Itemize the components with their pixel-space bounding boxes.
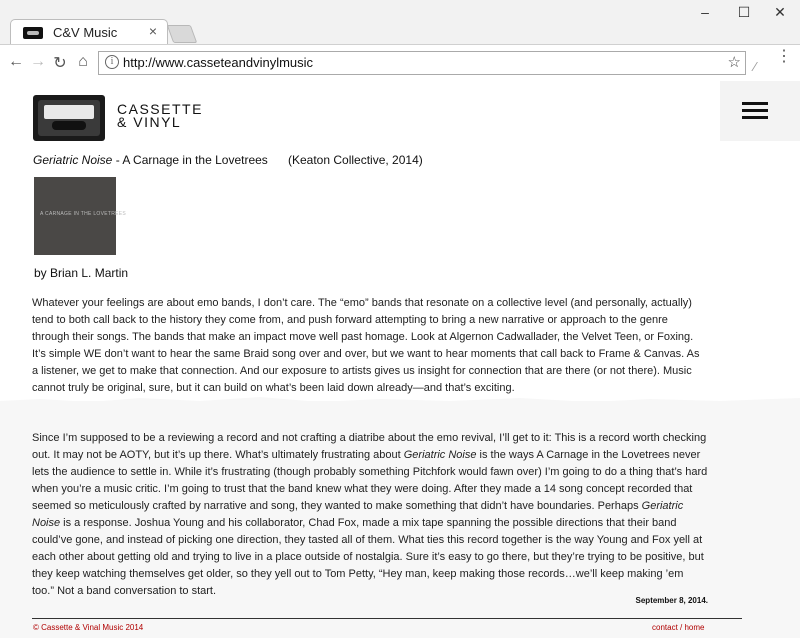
- bookmark-star-icon[interactable]: ☆: [727, 54, 741, 71]
- author-byline: by Brian L. Martin: [34, 266, 129, 280]
- browser-toolbar: [0, 44, 800, 81]
- album-cover-image: [34, 177, 127, 255]
- maximize-icon[interactable]: ☐: [737, 4, 751, 20]
- tab-title: C&V Music: [53, 25, 118, 40]
- footer-divider: [32, 618, 742, 619]
- reload-icon[interactable]: ↻: [53, 55, 67, 72]
- review-date: September 8, 2014.: [635, 596, 708, 605]
- p2-album-ref: Geriatric Noise: [32, 500, 684, 529]
- home-link[interactable]: home: [684, 623, 705, 632]
- p2-text: Since I’m supposed to be a reviewing a record and not crafting a diatribe about the emo revival, I’ll get to it: This is a record worth checking out. It may not be AOTY, but it’s up there. What’s ultimately frustrating about: [32, 432, 707, 461]
- review-paragraph-2: [32, 430, 708, 600]
- page-content: [0, 81, 800, 638]
- torn-edge: [0, 393, 800, 407]
- browser-menu-icon[interactable]: ⋮: [776, 48, 792, 65]
- tab-strip: [0, 0, 800, 44]
- url-text[interactable]: http://www.casseteandvinylmusic: [123, 55, 314, 70]
- cassette-window: [52, 121, 86, 130]
- hamburger-bar: [742, 102, 768, 105]
- info-icon[interactable]: i: [105, 55, 119, 69]
- brand-line-1: CASSETTE: [117, 101, 203, 117]
- p2-text: is the ways A Carnage in the Lovetrees never lets the audience to settle in. While it’s frustrating (though probably something Pitchfork would fawn over) I’m going to do a thing that’s hard when you’re a music critic. I’m going to trust that the band knew what they were doing. After they made a 14 song concept recorded that seemed so meticulously crafted by narrative and song, they wanted to make something that didn’t have boundaries. Perhaps: [32, 449, 708, 512]
- footer-links: [652, 623, 704, 632]
- cover-text: A CARNAGE IN THE LOVETREES: [40, 211, 127, 217]
- browser-chrome: [0, 0, 800, 81]
- tab-close-icon[interactable]: ×: [148, 23, 157, 39]
- link-divider: /: [677, 623, 685, 632]
- hamburger-bar: [742, 109, 768, 112]
- minimize-icon[interactable]: –: [701, 4, 709, 20]
- title-separator: -: [112, 153, 123, 167]
- contact-link[interactable]: contact: [652, 623, 678, 632]
- brand-line-2: & VINYL: [117, 114, 182, 130]
- p2-text: is a response. Joshua Young and his collaborator, Chad Fox, made a mix tape spanning the possible directions that their band could’ve gone, and instead of picking one direction, they tasted all of them. What ties this record together is the way Young and Fox yell at each other about getting old and trying to live in a place outside of nostalgia. Sure it’s easy to go there, but they’re trying to be positive, but they keep watching themselves get older, so they yell out to Tom Petty, “Hey man, keep making those records…we’ll keep making ’em too.” Not a band conversation to start.: [32, 517, 704, 597]
- p2-album-ref: Geriatric Noise: [403, 449, 477, 461]
- label-year: (Keaton Collective, 2014): [288, 153, 423, 167]
- cassette-label: [44, 105, 94, 119]
- review-paragraph-1: Whatever your feelings are about emo bands, I don’t care. The “emo” bands that resonate on a collective level (and personally, actually) tend to both call back to the history they come from, and push forward attempting to bring a new narrative or approach to the genre through their songs. The bands that make an impact move well past homage. Look at Algernon Cadwallader, the Velvet Teen, or Foxing. It’s simple WE don’t want to hear the same Braid song over and over, but we want to hear moments that call back to Frame & Canvas. As a listener, we get to make that connection. And our exposure to artists gives us insight for connection that are there (or not there). Music cannot truly be original, sure, but it can build on what’s been laid down already—and that’s exciting.: [32, 297, 700, 394]
- cassette-favicon-icon: [23, 27, 43, 39]
- cassette-logo[interactable]: [33, 95, 105, 141]
- close-window-icon[interactable]: ✕: [774, 4, 786, 20]
- new-tab-button[interactable]: [167, 25, 198, 43]
- cassette-body: [38, 100, 100, 136]
- browser-tab[interactable]: [10, 19, 168, 45]
- album-title: Geriatric Noise: [33, 153, 113, 167]
- hamburger-menu-button[interactable]: [720, 81, 800, 141]
- forward-icon[interactable]: →: [30, 53, 46, 70]
- home-icon[interactable]: ⌂: [78, 53, 88, 70]
- copyright-text: © Cassette & Vinal Music 2014: [33, 623, 144, 632]
- hamburger-bar: [742, 116, 768, 119]
- back-icon[interactable]: ←: [8, 53, 24, 70]
- extension-icon[interactable]: ∕: [754, 59, 757, 74]
- review-title: [33, 153, 268, 167]
- address-bar[interactable]: [98, 51, 746, 75]
- artist-name: A Carnage in the Lovetrees: [122, 153, 268, 167]
- site-brand[interactable]: [117, 103, 203, 129]
